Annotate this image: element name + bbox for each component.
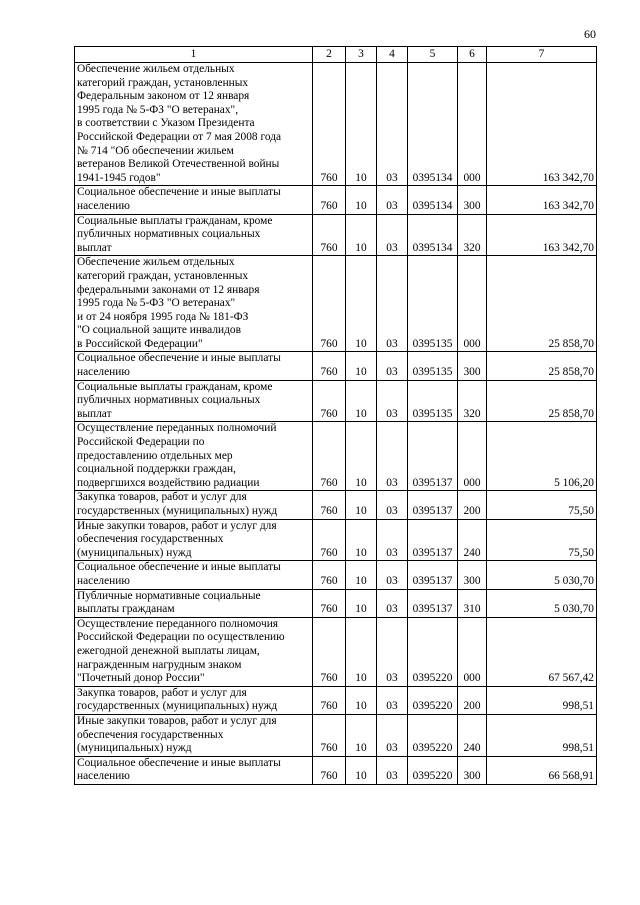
row-name-cell: Социальные выплаты гражданам, кроме публичных нормативных социальных выплат: [75, 214, 313, 256]
table-row: [75, 756, 597, 784]
table-row: [75, 561, 597, 589]
row-section-cell: 10: [346, 617, 377, 686]
column-header: 3: [346, 47, 377, 63]
table-row: [75, 686, 597, 714]
row-subsection-cell: 03: [377, 380, 408, 422]
row-target-cell: 0395137: [408, 491, 458, 519]
row-section-cell: 10: [346, 214, 377, 256]
table-row: [75, 422, 597, 491]
row-section-cell: 10: [346, 352, 377, 380]
row-name-cell: Социальное обеспечение и иные выплаты населению: [75, 352, 313, 380]
table-row: [75, 714, 597, 756]
row-expense-type-cell: 310: [458, 589, 487, 617]
row-expense-type-cell: 200: [458, 686, 487, 714]
row-code-cell: 760: [313, 186, 346, 214]
row-name-cell: Обеспечение жильем отдельных категорий граждан, установленных федеральными законами от 12 января 1995 года № 5-ФЗ "О ветеранах" и от 24 ноября 1995 года № 181-ФЗ "О социальной защите инвалидов в Российской Федерации": [75, 256, 313, 352]
row-subsection-cell: 03: [377, 519, 408, 561]
row-subsection-cell: 03: [377, 352, 408, 380]
row-code-cell: 760: [313, 756, 346, 784]
row-code-cell: 760: [313, 561, 346, 589]
row-name-cell: Иные закупки товаров, работ и услуг для обеспечения государственных (муниципальных) нужд: [75, 519, 313, 561]
row-expense-type-cell: 200: [458, 491, 487, 519]
row-target-cell: 0395134: [408, 214, 458, 256]
row-section-cell: 10: [346, 519, 377, 561]
column-header: 1: [75, 47, 313, 63]
row-section-cell: 10: [346, 686, 377, 714]
row-target-cell: 0395137: [408, 561, 458, 589]
row-target-cell: 0395220: [408, 617, 458, 686]
row-expense-type-cell: 300: [458, 756, 487, 784]
table-row: [75, 186, 597, 214]
table-row: [75, 589, 597, 617]
row-amount-cell: 998,51: [487, 714, 597, 756]
row-code-cell: 760: [313, 589, 346, 617]
row-section-cell: 10: [346, 256, 377, 352]
row-amount-cell: 67 567,42: [487, 617, 597, 686]
row-amount-cell: 998,51: [487, 686, 597, 714]
budget-table: [74, 46, 597, 785]
row-name-cell: Социальные выплаты гражданам, кроме публичных нормативных социальных выплат: [75, 380, 313, 422]
row-name-cell: Публичные нормативные социальные выплаты гражданам: [75, 589, 313, 617]
row-name-cell: Социальное обеспечение и иные выплаты населению: [75, 756, 313, 784]
column-header: 7: [487, 47, 597, 63]
row-subsection-cell: 03: [377, 714, 408, 756]
row-subsection-cell: 03: [377, 63, 408, 186]
row-section-cell: 10: [346, 756, 377, 784]
row-expense-type-cell: 000: [458, 617, 487, 686]
row-subsection-cell: 03: [377, 617, 408, 686]
row-target-cell: 0395220: [408, 714, 458, 756]
row-subsection-cell: 03: [377, 686, 408, 714]
row-expense-type-cell: 320: [458, 214, 487, 256]
column-header: 4: [377, 47, 408, 63]
row-expense-type-cell: 000: [458, 63, 487, 186]
column-header: 6: [458, 47, 487, 63]
row-amount-cell: 75,50: [487, 519, 597, 561]
table-row: [75, 214, 597, 256]
table-row: [75, 519, 597, 561]
row-target-cell: 0395220: [408, 756, 458, 784]
row-expense-type-cell: 300: [458, 352, 487, 380]
row-target-cell: 0395137: [408, 589, 458, 617]
row-subsection-cell: 03: [377, 186, 408, 214]
row-expense-type-cell: 000: [458, 256, 487, 352]
row-subsection-cell: 03: [377, 422, 408, 491]
row-subsection-cell: 03: [377, 491, 408, 519]
row-target-cell: 0395134: [408, 186, 458, 214]
row-code-cell: 760: [313, 617, 346, 686]
table-row: [75, 617, 597, 686]
row-section-cell: 10: [346, 561, 377, 589]
row-subsection-cell: 03: [377, 214, 408, 256]
row-expense-type-cell: 000: [458, 422, 487, 491]
row-target-cell: 0395137: [408, 519, 458, 561]
column-header: 2: [313, 47, 346, 63]
row-target-cell: 0395220: [408, 686, 458, 714]
row-code-cell: 760: [313, 256, 346, 352]
row-name-cell: Социальное обеспечение и иные выплаты населению: [75, 186, 313, 214]
row-section-cell: 10: [346, 186, 377, 214]
row-code-cell: 760: [313, 714, 346, 756]
row-target-cell: 0395135: [408, 352, 458, 380]
header-row: [75, 47, 597, 63]
row-name-cell: Закупка товаров, работ и услуг для государственных (муниципальных) нужд: [75, 686, 313, 714]
row-amount-cell: 25 858,70: [487, 352, 597, 380]
row-amount-cell: 25 858,70: [487, 380, 597, 422]
row-code-cell: 760: [313, 491, 346, 519]
table-row: [75, 380, 597, 422]
row-name-cell: Социальное обеспечение и иные выплаты населению: [75, 561, 313, 589]
row-name-cell: Осуществление переданных полномочий Российской Федерации по предоставлению отдельных мер социальной поддержки граждан, подвергшихся воздействию радиации: [75, 422, 313, 491]
row-amount-cell: 5 106,20: [487, 422, 597, 491]
row-section-cell: 10: [346, 380, 377, 422]
row-section-cell: 10: [346, 63, 377, 186]
row-code-cell: 760: [313, 686, 346, 714]
row-amount-cell: 163 342,70: [487, 214, 597, 256]
row-section-cell: 10: [346, 589, 377, 617]
row-expense-type-cell: 300: [458, 186, 487, 214]
row-amount-cell: 25 858,70: [487, 256, 597, 352]
row-target-cell: 0395135: [408, 256, 458, 352]
table-row: [75, 256, 597, 352]
row-subsection-cell: 03: [377, 589, 408, 617]
row-code-cell: 760: [313, 422, 346, 491]
row-target-cell: 0395137: [408, 422, 458, 491]
row-subsection-cell: 03: [377, 256, 408, 352]
row-code-cell: 760: [313, 519, 346, 561]
row-name-cell: Осуществление переданного полномочия Российской Федерации по осуществлению ежегодной денежной выплаты лицам, награжденным нагрудным знаком "Почетный донор России": [75, 617, 313, 686]
row-section-cell: 10: [346, 422, 377, 491]
row-subsection-cell: 03: [377, 756, 408, 784]
row-name-cell: Иные закупки товаров, работ и услуг для обеспечения государственных (муниципальных) нужд: [75, 714, 313, 756]
row-expense-type-cell: 240: [458, 714, 487, 756]
row-section-cell: 10: [346, 491, 377, 519]
row-amount-cell: 66 568,91: [487, 756, 597, 784]
row-subsection-cell: 03: [377, 561, 408, 589]
row-amount-cell: 163 342,70: [487, 63, 597, 186]
table-row: [75, 63, 597, 186]
row-section-cell: 10: [346, 714, 377, 756]
row-expense-type-cell: 320: [458, 380, 487, 422]
row-code-cell: 760: [313, 214, 346, 256]
table-row: [75, 352, 597, 380]
row-target-cell: 0395134: [408, 63, 458, 186]
row-name-cell: Закупка товаров, работ и услуг для государственных (муниципальных) нужд: [75, 491, 313, 519]
row-code-cell: 760: [313, 380, 346, 422]
row-amount-cell: 5 030,70: [487, 589, 597, 617]
row-expense-type-cell: 300: [458, 561, 487, 589]
row-code-cell: 760: [313, 352, 346, 380]
row-code-cell: 760: [313, 63, 346, 186]
row-expense-type-cell: 240: [458, 519, 487, 561]
row-amount-cell: 75,50: [487, 491, 597, 519]
row-amount-cell: 5 030,70: [487, 561, 597, 589]
page-number: 60: [584, 27, 596, 41]
row-name-cell: Обеспечение жильем отдельных категорий граждан, установленных Федеральным законом от 12 января 1995 года № 5-ФЗ "О ветеранах", в соответствии с Указом Президента Российской Федерации от 7 мая 2008 года № 714 "Об обеспечении жильем ветеранов Великой Отечественной войны 1941-1945 годов": [75, 63, 313, 186]
row-target-cell: 0395135: [408, 380, 458, 422]
column-header: 5: [408, 47, 458, 63]
table-row: [75, 491, 597, 519]
row-amount-cell: 163 342,70: [487, 186, 597, 214]
